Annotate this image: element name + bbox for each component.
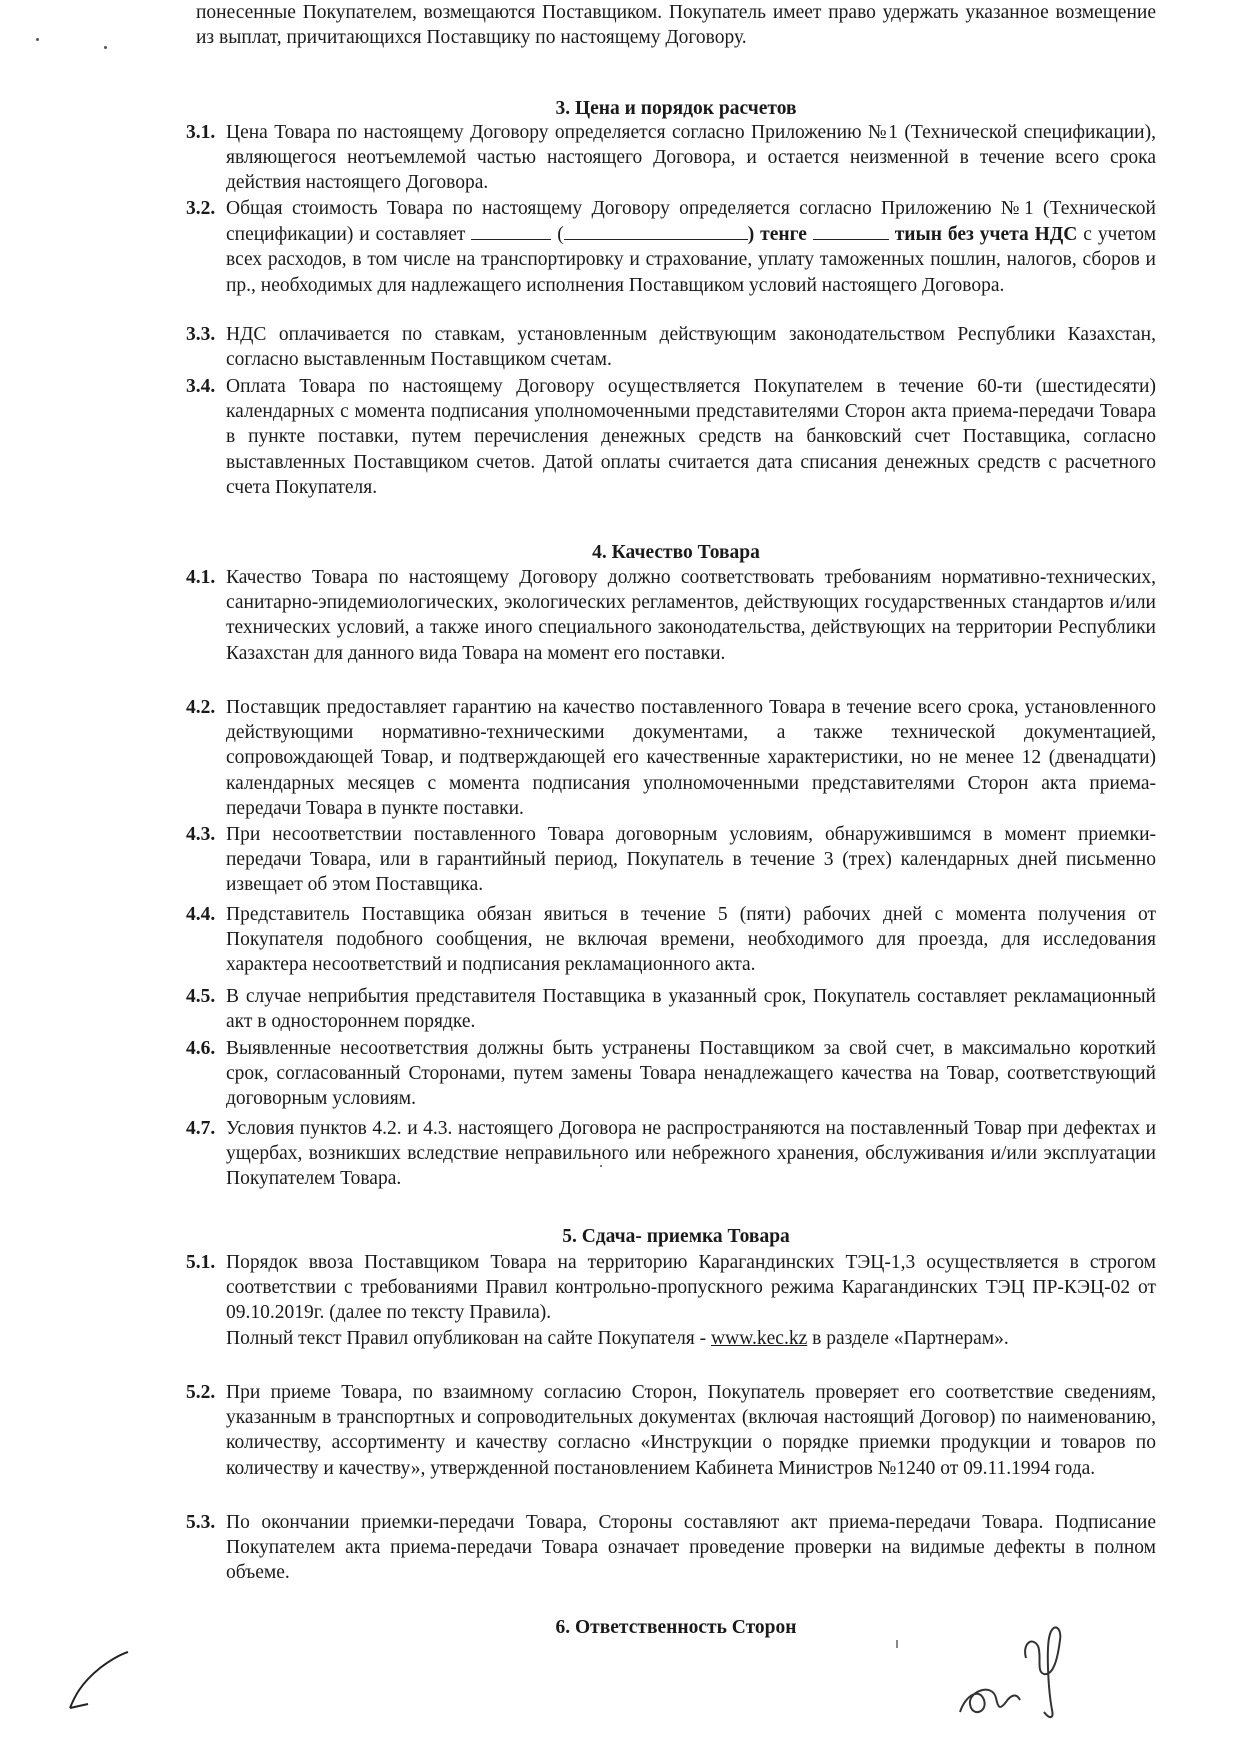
clause-number: 4.5. [186,986,216,1007]
clause-number: 4.1. [186,567,216,588]
clause-text: В случае неприбытия представителя Поставщика в указанный срок, Покупатель составляет рекламационный акт в одностороннем порядке. [226,986,1156,1033]
scan-speck [104,46,107,49]
clause-number: 5.3. [186,1512,216,1533]
clause-number: 3.3. [186,324,216,345]
clause-text: Поставщик предоставляет гарантию на качество поставленного Товара в течение всего срока, установленного действующими нормативно-техническими документами, а также технической документацией, сопровождающей Товар, и подтверждающей его качественные характеристики, но не менее 12 (двенадцати) календарных месяцев с момента подписания уполномоченными представителями Сторон акта приема-передачи Товара в пункте поставки. [226,697,1156,819]
clause-4-1 [186,565,1156,666]
amount-words-blank[interactable] [564,221,748,240]
clause-text: НДС оплачивается по ставкам, установленным действующим законодательством Республики Казахстан, согласно выставленным Поставщиком счетам. [226,324,1156,371]
clause-number: 4.7. [186,1118,216,1139]
clause-text-part: с учетом всех расходов, в том числе на транспортировку и страхование, уплату таможенных пошлин, налогов, сборов и пр., необходимых для надлежащего исполнения Поставщиком условий настоящего Договора. [226,224,1157,296]
clause-text: Условия пунктов 4.2. и 4.3. настоящего Договора не распространяются на поставленный Товар при дефектах и ущербах, возникших вследствие неправильного или небрежного хранения, обслуживания и/или эксплуатации Покупателем Товара. [226,1118,1156,1190]
clause-5-1 [186,1250,1156,1351]
clause-text-part: Порядок ввоза Поставщиком Товара на территорию Карагандинских ТЭЦ-1,3 осуществляется в строгом соответствии с требованиями Правил контрольно-пропускного режима Карагандинских ТЭЦ ПР-КЭЦ-02 от 09.10.2019г. (далее по тексту Правила). [226,1252,1156,1324]
scan-speck [600,1165,602,1167]
handwritten-initial-mark [60,1640,140,1720]
clause-5-2 [186,1380,1156,1481]
section-title: 5. Сдача- приемка Товара [562,1226,790,1247]
clause-4-5 [186,984,1156,1034]
scan-speck [36,38,39,41]
clause-number: 4.3. [186,824,216,845]
clause-number: 4.6. [186,1038,216,1059]
vat-note: тиын без учета НДС [894,224,1078,246]
amount-blank[interactable] [471,221,551,240]
clause-text: При приеме Товара, по взаимному согласию Сторон, Покупатель проверяет его соответствие сведениям, указанным в транспортных и сопроводительных документах (включая настоящий Договор) по наименованию, количеству, ассортименту и качеству согласно «Инструкции о порядке приемки продукции и товаров по количеству и качеству», утвержденной постановлением Кабинета Министров №1240 от 09.11.1994 года. [226,1382,1156,1479]
clause-4-6 [186,1036,1156,1112]
clause-3-3 [186,322,1156,372]
clause-number: 3.4. [186,376,216,397]
clause-text-part: Полный текст Правил опубликован на сайте Покупателя - [226,1327,707,1349]
clause-text: Представитель Поставщика обязан явиться в течение 5 (пяти) рабочих дней с момента получения от Покупателя подобного сообщения, не включая времени, необходимого для проезда, для исследования характера несоответствий и подписания рекламационного акта. [226,904,1156,976]
clause-number: 4.4. [186,904,216,925]
currency-label: ) тенге [747,224,807,246]
section-title: 3. Цена и порядок расчетов [555,98,797,119]
paren: ( [557,224,564,246]
website-link[interactable]: www.kec.kz [711,1327,808,1349]
clause-number: 3.2. [186,198,216,219]
clause-text-part: в разделе «Партнерам». [812,1327,1009,1349]
clause-number: 5.1. [186,1252,216,1273]
clause-3-1 [186,120,1156,196]
section-title: 4. Качество Товара [592,542,760,563]
clause-text-part: Общая стоимость Товара по настоящему Договору определяется согласно Приложению №1 (Технической спецификации) и составляет [226,198,1156,246]
clause-number: 4.2. [186,697,216,718]
intro-paragraph: понесенные Покупателем, возмещаются Поставщиком. Покупатель имеет право удержать указанное возмещение из выплат, причитающихся Поставщику по настоящему Договору. [196,2,1156,49]
clause-4-7 [186,1116,1156,1192]
clause-3-2 [186,196,1157,298]
clause-number: 3.1. [186,122,216,143]
tiyn-blank[interactable] [813,221,889,240]
clause-text [226,1250,1156,1351]
clause-text [226,196,1156,298]
clause-text: Выявленные несоответствия должны быть устранены Поставщиком за свой счет, в максимально короткий срок, согласованный Сторонами, путем замены Товара ненадлежащего качества на Товар, соответствующий договорным условиям. [226,1038,1156,1110]
scan-speck [896,1640,898,1648]
clause-number: 5.2. [186,1382,216,1403]
clause-text: По окончании приемки-передачи Товара, Стороны составляют акт приема-передачи Товара. Подписание Покупателем акта приема-передачи Товара означает проведение проверки на видимые дефекты в полном объеме. [226,1512,1156,1584]
handwritten-signature [940,1600,1090,1730]
document-body [186,0,1157,1638]
section-title: 6. Ответственность Сторон [555,1617,797,1638]
clause-5-3 [186,1510,1156,1586]
clause-3-4 [186,374,1156,500]
clause-text: Цена Товара по настоящему Договору определяется согласно Приложению №1 (Технической спецификации), являющегося неотъемлемой частью настоящего Договора, и остается неизменной в течение всего срока действия настоящего Договора. [226,122,1156,194]
clause-text: Качество Товара по настоящему Договору должно соответствовать требованиям нормативно-технических, санитарно-эпидемиологических, экологических регламентов, действующих государственных стандартов и/или технических условий, а также иного специального законодательства, действующих на территории Республики Казахстан для данного вида Товара на момент его поставки. [226,567,1156,664]
clause-4-4 [186,902,1156,978]
clause-text: Оплата Товара по настоящему Договору осуществляется Покупателем в течение 60-ти (шестидесяти) календарных с момента подписания уполномоченными представителями Сторон акта приема-передачи Товара в пункте поставки, путем перечисления денежных средств на банковский счет Поставщика, согласно выставленных Поставщиком счетов. Датой оплаты считается дата списания денежных средств с расчетного счета Покупателя. [226,376,1156,498]
clause-4-3 [186,822,1156,898]
clause-4-2 [186,695,1156,821]
clause-text: При несоответствии поставленного Товара договорным условиям, обнаружившимся в момент приемки-передачи Товара, или в гарантийный период, Покупатель в течение 3 (трех) календарных дней письменно извещает об этом Поставщика. [226,824,1156,896]
